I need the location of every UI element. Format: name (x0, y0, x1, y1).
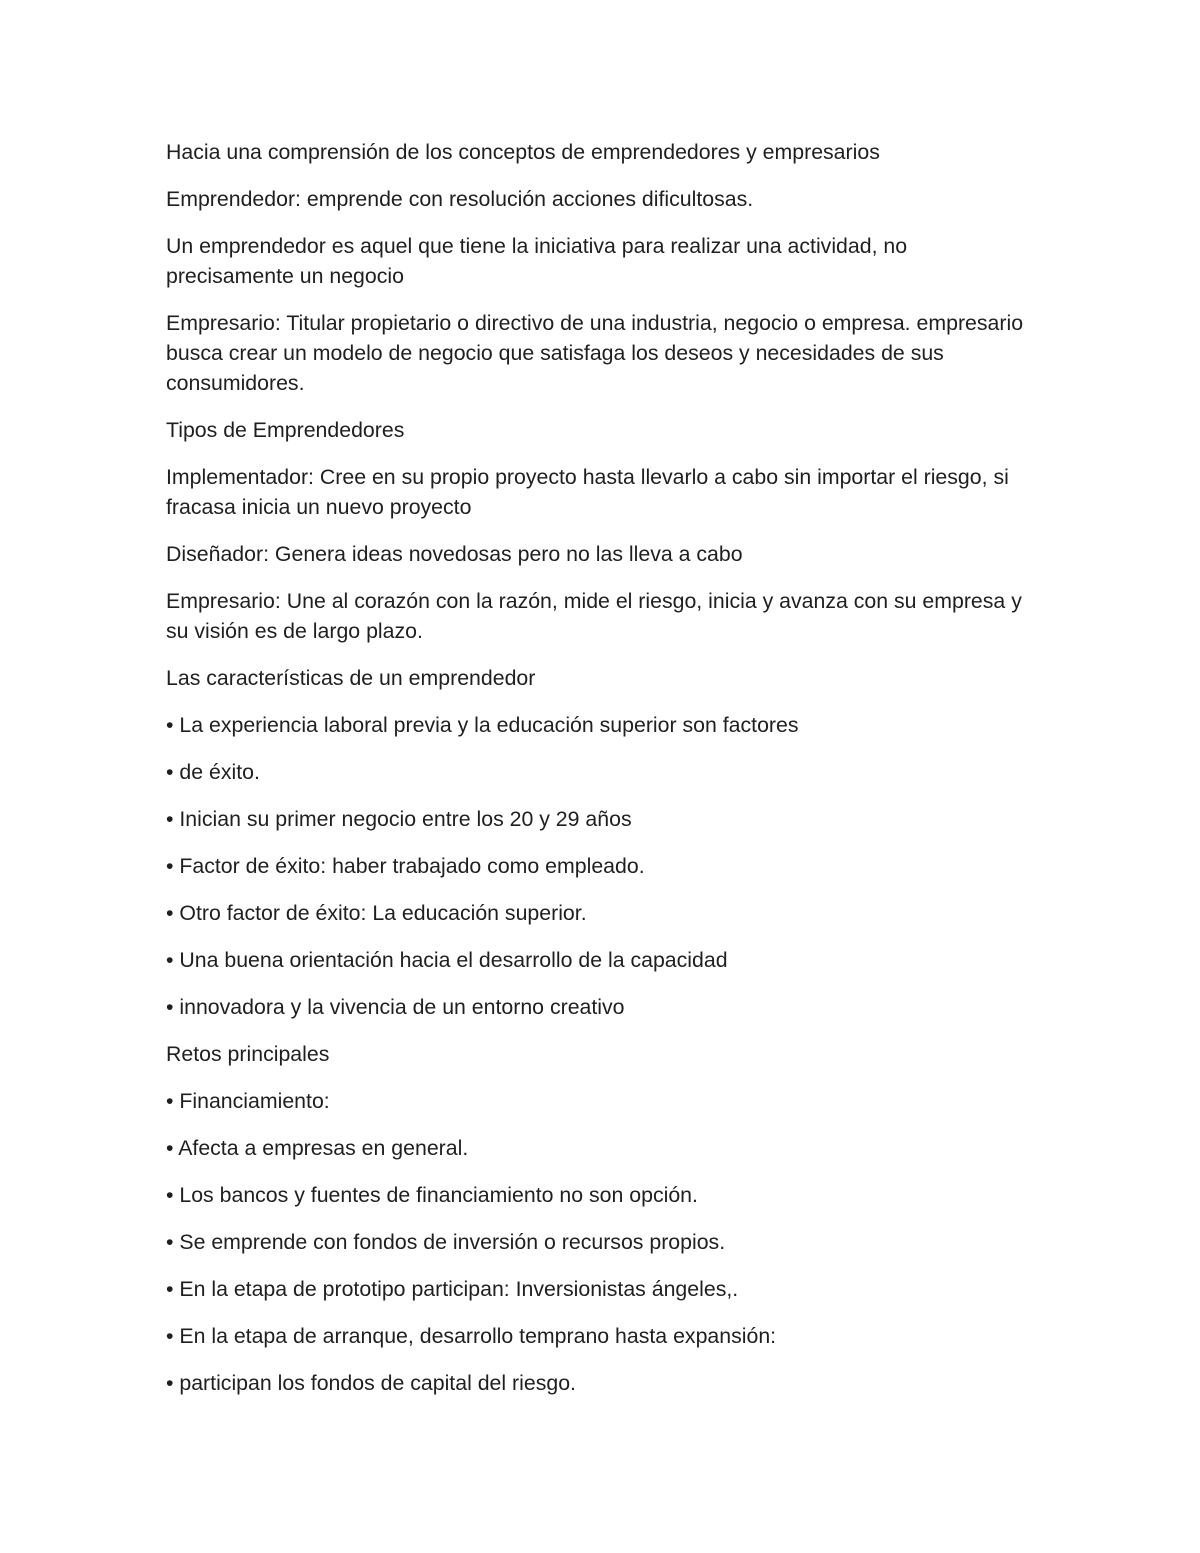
heading-retos-principales: Retos principales (166, 1042, 330, 1066)
paragraph-emprendedor-description: Un emprendedor es aquel que tiene la iniciativa para realizar una actividad, no precisamente un negocio (166, 234, 908, 288)
list-item: • Una buena orientación hacia el desarrollo de la capacidad (166, 948, 728, 972)
list-item: • Otro factor de éxito: La educación superior. (166, 901, 587, 925)
heading-caracteristicas: Las características de un emprendedor (166, 666, 536, 690)
paragraph-empresario-type: Empresario: Une al corazón con la razón, mide el riesgo, inicia y avanza con su empresa y su visión es de largo plazo. (166, 589, 1022, 643)
list-item: • Financiamiento: (166, 1089, 330, 1113)
list-item: • En la etapa de prototipo participan: Inversionistas ángeles,. (166, 1277, 739, 1301)
list-item: • de éxito. (166, 760, 260, 784)
paragraph-empresario-definition: Empresario: Titular propietario o directivo de una industria, negocio o empresa. empresario busca crear un modelo de negocio que satisfaga los deseos y necesidades de sus consumidores. (166, 311, 1024, 395)
list-item: • Inician su primer negocio entre los 20 y 29 años (166, 807, 632, 831)
document-title: Hacia una comprensión de los conceptos de emprendedores y empresarios (166, 140, 880, 164)
list-item: • La experiencia laboral previa y la educación superior son factores (166, 713, 799, 737)
list-item: • participan los fondos de capital del riesgo. (166, 1371, 576, 1395)
paragraph-emprendedor-definition: Emprendedor: emprende con resolución acciones dificultosas. (166, 187, 754, 211)
paragraph-disenador: Diseñador: Genera ideas novedosas pero no las lleva a cabo (166, 542, 743, 566)
heading-tipos-emprendedores: Tipos de Emprendedores (166, 418, 405, 442)
list-item: • Los bancos y fuentes de financiamiento no son opción. (166, 1183, 698, 1207)
list-item: • Se emprende con fondos de inversión o recursos propios. (166, 1230, 726, 1254)
document-body (166, 137, 1026, 1415)
list-item: • Afecta a empresas en general. (166, 1136, 469, 1160)
list-item: • Factor de éxito: haber trabajado como empleado. (166, 854, 645, 878)
list-item: • innovadora y la vivencia de un entorno creativo (166, 995, 625, 1019)
list-item: • En la etapa de arranque, desarrollo temprano hasta expansión: (166, 1324, 777, 1348)
paragraph-implementador: Implementador: Cree en su propio proyecto hasta llevarlo a cabo sin importar el riesgo, si fracasa inicia un nuevo proyecto (166, 465, 1009, 519)
